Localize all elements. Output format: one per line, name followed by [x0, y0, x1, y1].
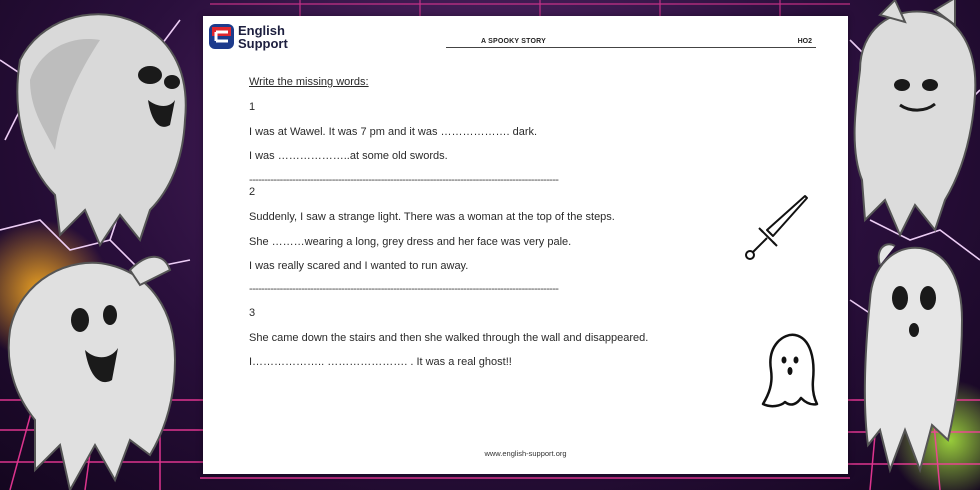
sentence-2b: She ………wearing a long, grey dress and her face was very pale. [249, 236, 572, 248]
sentence-1b: I was ………………..at some old swords. [249, 150, 448, 162]
logo-line-1: English [238, 22, 285, 38]
section-number-2: 2 [249, 186, 256, 198]
sword-icon [739, 192, 811, 264]
instruction: Write the missing words: [249, 76, 369, 88]
logo-line-2: Support [238, 35, 288, 51]
logo-text [238, 24, 288, 50]
worksheet-page [203, 16, 848, 474]
divider-2: ----------------------------------------------------------------------------------------------------- [249, 283, 559, 295]
section-number-1: 1 [249, 101, 256, 113]
worksheet-code: HO2 [797, 38, 812, 45]
divider-1: ----------------------------------------------------------------------------------------------------- [249, 174, 559, 186]
sentence-3a: She came down the stairs and then she walked through the wall and disappeared. [249, 332, 649, 344]
logo [208, 23, 288, 50]
sentence-3b: I……………….. …………………. . It was a real ghost!! [249, 356, 512, 368]
header-rule [446, 47, 816, 48]
sentence-2a: Suddenly, I saw a strange light. There was a woman at the top of the steps. [249, 211, 615, 223]
sentence-2c: I was really scared and I wanted to run away. [249, 260, 469, 272]
section-number-3: 3 [249, 307, 256, 319]
worksheet-title: A SPOOKY STORY [481, 38, 547, 45]
ghost-icon [759, 330, 821, 410]
footer-url: www.english-support.org [484, 449, 567, 458]
sentence-1a: I was at Wawel. It was 7 pm and it was ………………. dark. [249, 126, 538, 138]
english-support-logo-icon [208, 23, 235, 50]
